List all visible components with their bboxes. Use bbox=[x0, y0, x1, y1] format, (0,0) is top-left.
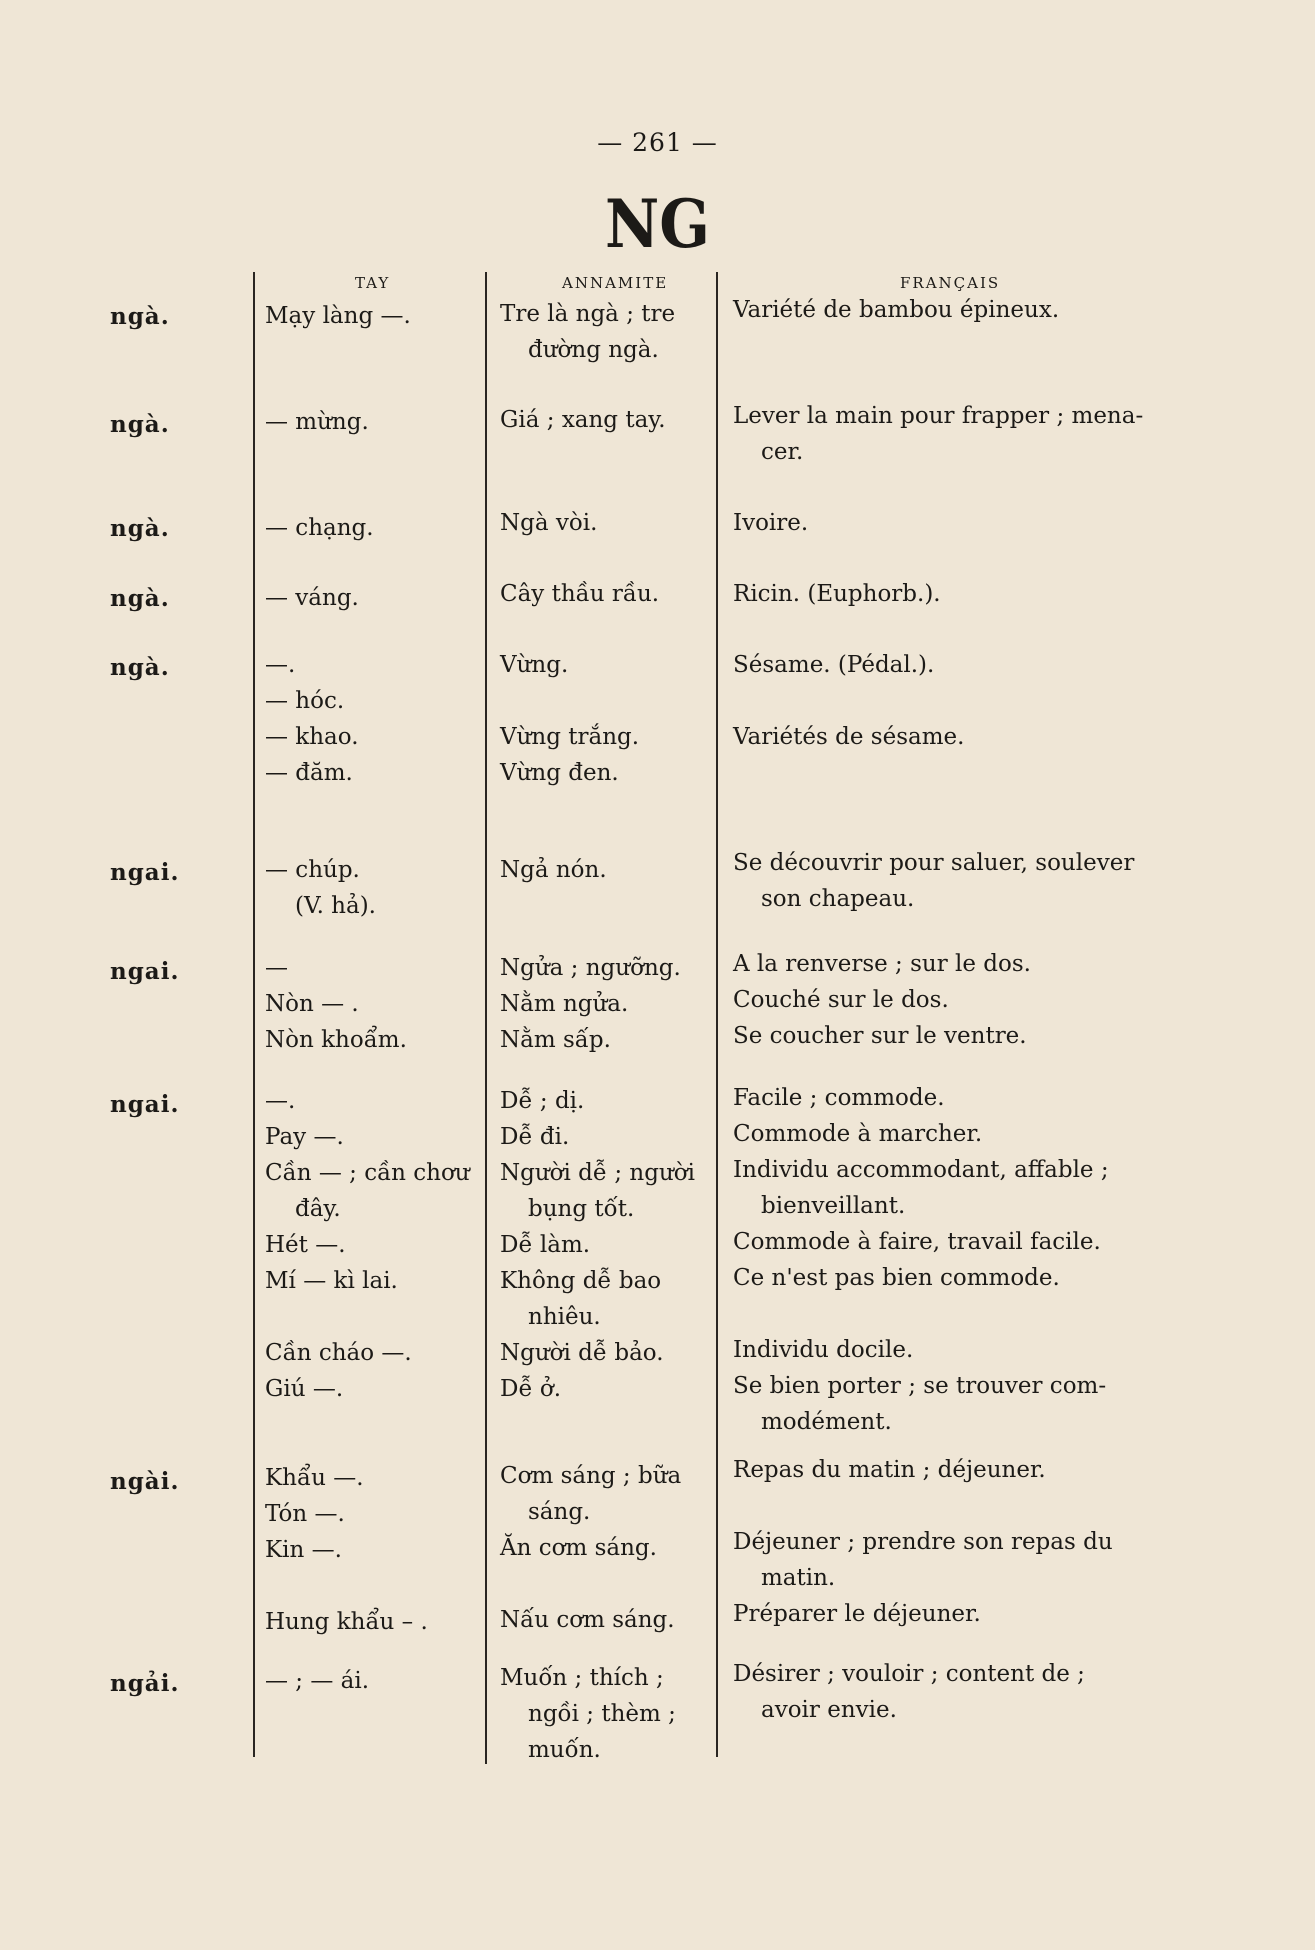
tay-cell: — Nòn — . Nòn khoẩm. bbox=[265, 955, 407, 1053]
tay-cell: Khẩu —. Tón —. Kin —. Hung khẩu – . bbox=[265, 1465, 428, 1635]
annamite-cell: Tre là ngà ; tre đường ngà. bbox=[500, 301, 676, 363]
tay-cell: Mạy làng —. bbox=[265, 303, 411, 329]
page-number: — 261 — bbox=[597, 128, 718, 157]
annamite-cell: Muốn ; thích ; ngồi ; thèm ; muốn. bbox=[500, 1665, 676, 1763]
col-header-francais: FRANÇAIS bbox=[900, 274, 1001, 292]
tay-cell: —. — hóc. — khao. — đăm. bbox=[265, 652, 359, 786]
annamite-cell: Ngà vòi. bbox=[500, 510, 598, 536]
tay-cell: — chúp. (V. hả). bbox=[265, 857, 376, 919]
francais-cell: Repas du matin ; déjeuner. Déjeuner ; prendre son repas du matin. Préparer le déjeuner. bbox=[733, 1457, 1113, 1627]
francais-cell: Facile ; commode. Commode à marcher. Individu accommodant, affable ; bienveillant. Commode à faire, travail facile. Ce n'est pas bien commode. Individu docile. Se bien porter ; se trouver com- modément. bbox=[733, 1085, 1109, 1435]
headword: ngà. bbox=[110, 515, 170, 542]
francais-cell: Sésame. (Pédal.). Variétés de sésame. bbox=[733, 652, 965, 750]
headword: ngai. bbox=[110, 1091, 180, 1118]
headword: ngà. bbox=[110, 585, 170, 612]
col-header-tay: TAY bbox=[355, 274, 391, 292]
francais-cell: Lever la main pour frapper ; mena- cer. bbox=[733, 403, 1144, 465]
annamite-cell: Giá ; xang tay. bbox=[500, 407, 666, 433]
francais-cell: Désirer ; vouloir ; content de ; avoir envie. bbox=[733, 1661, 1085, 1723]
francais-cell: Ivoire. bbox=[733, 510, 809, 536]
francais-cell: A la renverse ; sur le dos. Couché sur le dos. Se coucher sur le ventre. bbox=[733, 951, 1031, 1049]
headword: ngà. bbox=[110, 303, 170, 330]
tay-cell: — chạng. bbox=[265, 515, 374, 541]
tay-cell: — mừng. bbox=[265, 409, 369, 435]
headword: ngải. bbox=[110, 1670, 180, 1697]
annamite-cell: Cơm sáng ; bữa sáng. Ăn cơm sáng. Nấu cơm sáng. bbox=[500, 1463, 682, 1633]
headword: ngai. bbox=[110, 958, 180, 985]
headword: ngà. bbox=[110, 411, 170, 438]
tay-cell: —. Pay —. Cần — ; cần chơư đây. Hét —. Mí — kì lai. Cần cháo —. Giú —. bbox=[265, 1088, 470, 1402]
headword: ngai. bbox=[110, 859, 180, 886]
column-divider bbox=[716, 272, 718, 1757]
headword: ngà. bbox=[110, 654, 170, 681]
annamite-cell: Ngả nón. bbox=[500, 857, 607, 883]
francais-cell: Ricin. (Euphorb.). bbox=[733, 581, 941, 607]
headword: ngài. bbox=[110, 1468, 180, 1495]
annamite-cell: Vừng. Vừng trắng. Vừng đen. bbox=[500, 652, 640, 786]
section-letter: NG bbox=[604, 185, 711, 263]
francais-cell: Se découvrir pour saluer, soulever son chapeau. bbox=[733, 850, 1135, 912]
annamite-cell: Dễ ; dị. Dễ đi. Người dễ ; người bụng tốt. Dễ làm. Không dễ bao nhiêu. Người dễ bảo. Dễ ở. bbox=[500, 1088, 695, 1402]
col-header-annamite: ANNAMITE bbox=[562, 274, 669, 292]
tay-cell: — ; — ái. bbox=[265, 1668, 370, 1694]
annamite-cell: Cây thầu rầu. bbox=[500, 581, 660, 607]
column-divider bbox=[485, 272, 487, 1764]
tay-cell: — váng. bbox=[265, 585, 359, 611]
annamite-cell: Ngửa ; ngưỡng. Nằm ngửa. Nằm sấp. bbox=[500, 955, 681, 1053]
francais-cell: Variété de bambou épineux. bbox=[733, 297, 1060, 323]
column-divider bbox=[253, 272, 255, 1757]
